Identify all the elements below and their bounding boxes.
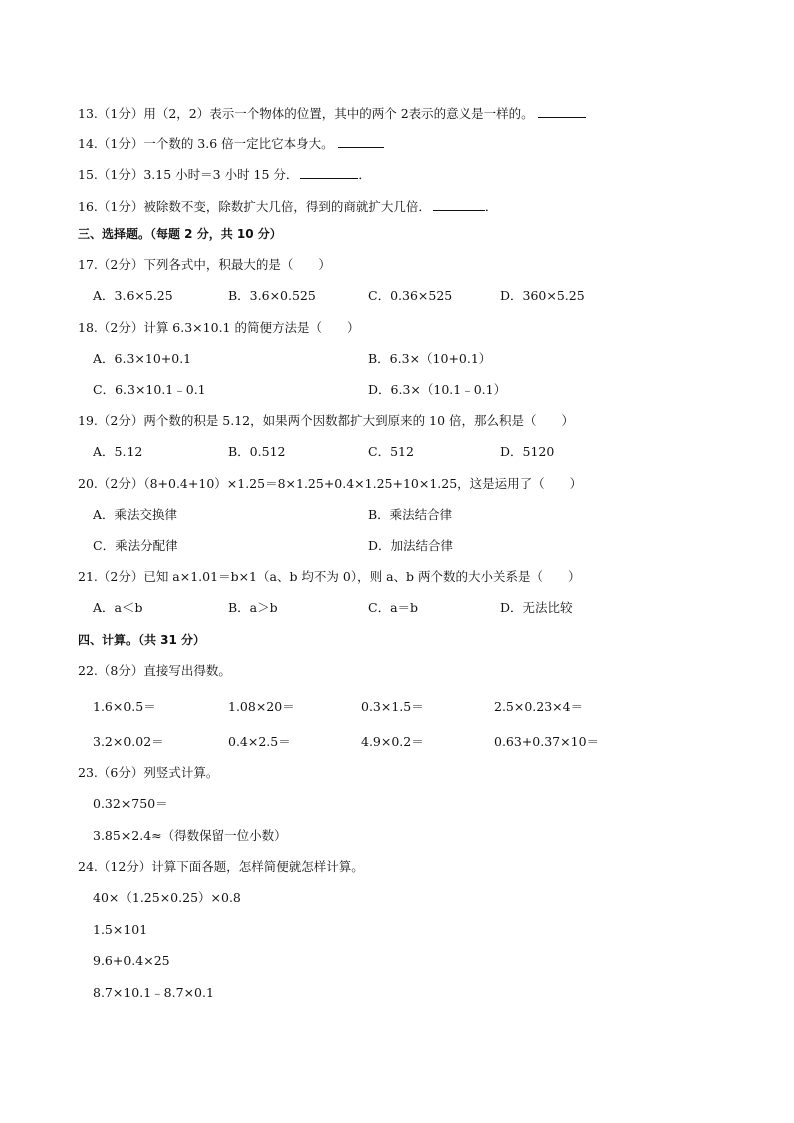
question-18-option-d[interactable]: D．6.3×（10.1﹣0.1） <box>368 382 507 397</box>
question-13 <box>78 105 586 121</box>
question-14-text: 14.（1分）一个数的 3.6 倍一定比它本身大。 <box>78 136 334 151</box>
question-18-option-a[interactable]: A．6.3×10+0.1 <box>93 351 192 366</box>
answer-blank-15[interactable] <box>300 166 358 179</box>
question-16 <box>78 198 497 214</box>
question-19-option-b[interactable]: B．0.512 <box>228 444 286 459</box>
question-23: 23.（6分）列竖式计算。 <box>78 765 219 780</box>
question-21-option-c[interactable]: C．a＝b <box>368 600 419 615</box>
question-15-text: 15.（1分）3.15 小时＝3 小时 15 分． <box>78 167 299 182</box>
question-18-option-b[interactable]: B．6.3×（10+0.1） <box>368 351 492 366</box>
answer-blank-13[interactable] <box>538 105 586 118</box>
question-21-option-b[interactable]: B．a＞b <box>228 600 278 615</box>
answer-blank-16[interactable] <box>433 198 485 211</box>
q24-item: 1.5×101 <box>93 922 148 937</box>
question-15 <box>78 166 371 182</box>
q24-item: 40×（1.25×0.25）×0.8 <box>93 890 241 905</box>
question-20-option-b[interactable]: B．乘法结合律 <box>368 507 453 522</box>
question-20-option-d[interactable]: D．加法结合律 <box>368 538 454 553</box>
answer-blank-14[interactable] <box>338 135 384 148</box>
question-15-tail: ． <box>358 167 371 182</box>
q22-item: 1.6×0.5＝ <box>93 699 156 714</box>
question-20-option-c[interactable]: C．乘法分配律 <box>93 538 178 553</box>
question-17-option-a[interactable]: A．3.6×5.25 <box>93 288 173 303</box>
question-22: 22.（8分）直接写出得数。 <box>78 663 231 678</box>
q22-item: 3.2×0.02＝ <box>93 734 164 749</box>
question-20-option-a[interactable]: A．乘法交换律 <box>93 507 178 522</box>
question-20: 20.（2分）（8+0.4+10）×1.25＝8×1.25+0.4×1.25+10×1.25，这是运用了（ ） <box>78 476 583 491</box>
question-17-option-b[interactable]: B．3.6×0.525 <box>228 288 316 303</box>
question-17: 17.（2分）下列各式中，积最大的是（ ） <box>78 257 331 272</box>
question-19-option-c[interactable]: C．512 <box>368 444 414 459</box>
question-24: 24.（12分）计算下面各题，怎样简便就怎样计算。 <box>78 859 364 874</box>
q23-item: 3.85×2.4≈（得数保留一位小数） <box>93 828 287 843</box>
q24-item: 8.7×10.1﹣8.7×0.1 <box>93 985 214 1000</box>
q23-item: 0.32×750＝ <box>93 796 168 811</box>
q22-item: 1.08×20＝ <box>228 699 295 714</box>
question-13-text: 13.（1分）用（2，2）表示一个物体的位置，其中的两个 2表示的意义是一样的。 <box>78 106 534 121</box>
question-17-option-d[interactable]: D．360×5.25 <box>500 288 585 303</box>
q24-item: 9.6+0.4×25 <box>93 953 170 968</box>
section-4-heading: 四、计算。（共 31 分） <box>78 633 206 647</box>
question-17-option-c[interactable]: C．0.36×525 <box>368 288 453 303</box>
question-18: 18.（2分）计算 6.3×10.1 的简便方法是（ ） <box>78 320 360 335</box>
question-19-option-a[interactable]: A．5.12 <box>93 444 143 459</box>
q22-item: 0.3×1.5＝ <box>361 699 424 714</box>
question-16-tail: ． <box>484 199 498 214</box>
question-21-option-a[interactable]: A．a＜b <box>93 600 143 615</box>
question-14 <box>78 135 384 151</box>
question-16-text: 16.（1分）被除数不变，除数扩大几倍，得到的商就扩大几倍． <box>78 199 431 214</box>
question-21: 21.（2分）已知 a×1.01＝b×1（a、b 均不为 0），则 a、b 两个数的大小关系是（ ） <box>78 569 581 584</box>
question-21-option-d[interactable]: D．无法比较 <box>500 600 573 615</box>
question-19: 19.（2分）两个数的积是 5.12，如果两个因数都扩大到原来的 10 倍，那么积是（ ） <box>78 413 574 428</box>
q22-item: 4.9×0.2＝ <box>361 734 424 749</box>
question-19-option-d[interactable]: D．5120 <box>500 444 555 459</box>
q22-item: 0.63+0.37×10＝ <box>494 734 600 749</box>
q22-item: 0.4×2.5＝ <box>228 734 291 749</box>
section-3-heading: 三、选择题。（每题 2 分，共 10 分） <box>78 227 282 241</box>
question-18-option-c[interactable]: C．6.3×10.1﹣0.1 <box>93 382 206 397</box>
q22-item: 2.5×0.23×4＝ <box>494 699 584 714</box>
